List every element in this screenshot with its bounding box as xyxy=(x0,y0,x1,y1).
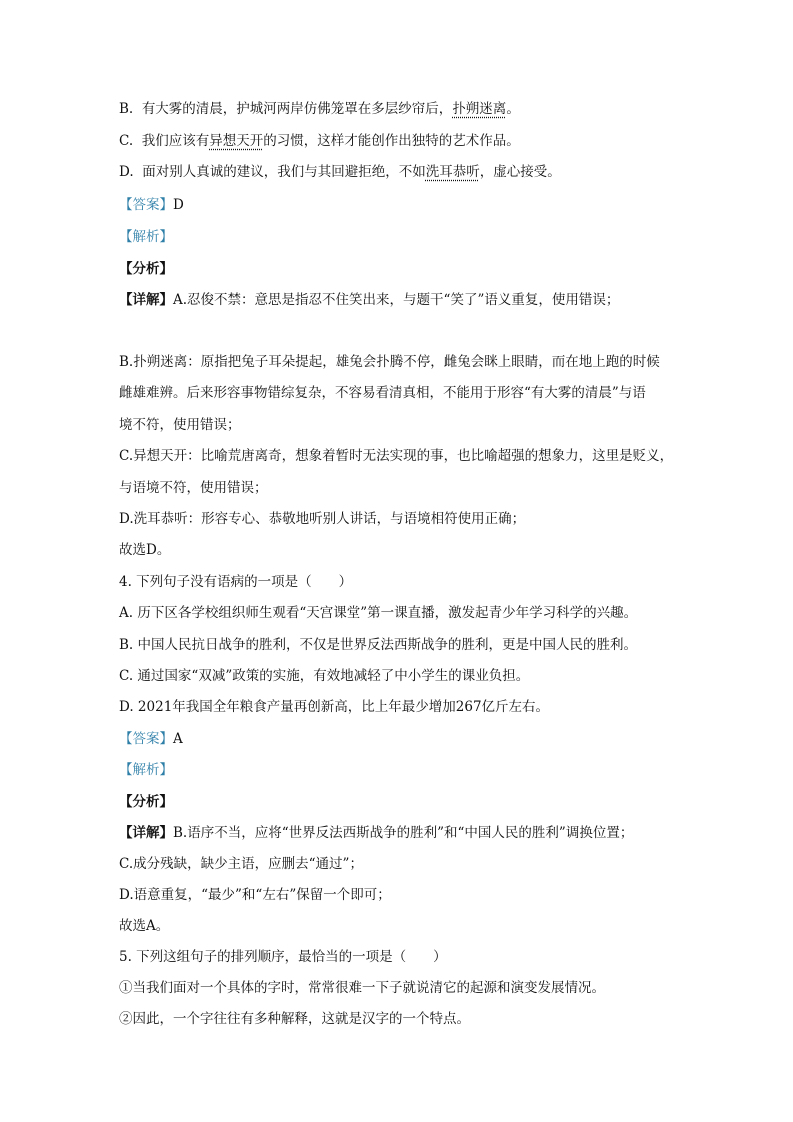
q5-sentence-1: ①当我们面对一个具体的字时，常常很难一下子就说清它的起源和演变发展情况。 xyxy=(119,980,605,996)
detail-tag: 【详解】 xyxy=(119,292,173,308)
q4-jiexi-tag: 【解析】 xyxy=(119,762,173,778)
q4-answer xyxy=(119,730,183,748)
answer-value: D xyxy=(173,197,184,213)
q4-detail-b: 【详解】B.语序不当，应将“世界反法西斯战争的胜利”和“中国人民的胜利”调换位置； xyxy=(119,825,634,841)
answer-tag: 【答案】 xyxy=(119,731,173,747)
q4-detail-c: C.成分残缺，缺少主语，应删去“通过”； xyxy=(119,856,363,872)
q3-detail-c-line2: 与语境不符，使用错误； xyxy=(119,480,268,496)
q3-detail-b-line3: 境不符，使用错误； xyxy=(119,417,241,433)
q3-fenxi-tag: 【分析】 xyxy=(119,261,173,277)
emphasized-idiom: 扑朔迷离 xyxy=(452,101,507,117)
q4-option-d: D. 2021年我国全年粮食产量再创新高，比上年最少增加267亿斤左右。 xyxy=(119,699,550,715)
q3-option-c: C. 我们应该有异想天开的习惯，这样才能创作出独特的艺术作品。 xyxy=(119,133,520,149)
q3-detail-c-line1: C.异想天开：比喻荒唐离奇，想象着暂时无法实现的事，也比喻超强的想象力，这里是贬义， xyxy=(119,448,674,464)
q4-option-a: A. 历下区各学校组织师生观看“天宫课堂”第一课直播，激发起青少年学习科学的兴趣。 xyxy=(119,605,638,621)
q4-detail-d: D.语意重复，“最少”和“左右”保留一个即可； xyxy=(119,887,391,903)
q3-detail-b-line2: 雌雄难辨。后来形容事物错综复杂，不容易看清真相，不能用于形容“有大雾的清晨”与语 xyxy=(119,385,646,401)
q4-option-b: B. 中国人民抗日战争的胜利，不仅是世界反法西斯战争的胜利，更是中国人民的胜利。 xyxy=(119,637,638,653)
answer-value: A xyxy=(173,731,183,747)
q3-detail-a: 【详解】A.忍俊不禁：意思是指忍不住笑出来，与题干“笑了”语义重复，使用错误； xyxy=(119,292,620,308)
q3-answer xyxy=(119,196,184,214)
q4-fenxi-tag: 【分析】 xyxy=(119,794,173,810)
q3-detail-d: D.洗耳恭听：形容专心、恭敬地听别人讲话，与语境相符使用正确； xyxy=(119,511,526,527)
emphasized-idiom: 洗耳恭听 xyxy=(425,164,480,180)
emphasized-idiom: 异想天开 xyxy=(209,133,264,149)
option-label: B. xyxy=(119,101,134,117)
q5-stem: 5. 下列这组句子的排列顺序，最恰当的一项是（ ） xyxy=(119,949,447,965)
q3-conclusion: 故选D。 xyxy=(119,542,171,558)
q3-detail-b-line1: B.扑朔迷离：原指把兔子耳朵提起，雄兔会扑腾不停，雌兔会眯上眼睛，而在地上跑的时候 xyxy=(119,354,660,370)
q4-stem: 4. 下列句子没有语病的一项是（ ） xyxy=(119,574,353,590)
q4-conclusion: 故选A。 xyxy=(119,918,170,934)
q3-option-d: D. 面对别人真诚的建议，我们与其回避拒绝，不如洗耳恭听，虚心接受。 xyxy=(119,164,561,180)
q4-option-c: C. 通过国家“双减”政策的实施，有效地减轻了中小学生的课业负担。 xyxy=(119,668,530,684)
option-label: C. xyxy=(119,133,134,149)
q5-sentence-2: ②因此，一个字往往有多种解释，这就是汉字的一个特点。 xyxy=(119,1011,470,1027)
q3-option-b: B. 有大雾的清晨，护城河两岸仿佛笼罩在多层纱帘后，扑朔迷离。 xyxy=(119,101,520,117)
option-label: D. xyxy=(119,164,134,180)
detail-tag: 【详解】 xyxy=(119,825,173,841)
answer-tag: 【答案】 xyxy=(119,197,173,213)
q3-jiexi-tag: 【解析】 xyxy=(119,229,173,245)
